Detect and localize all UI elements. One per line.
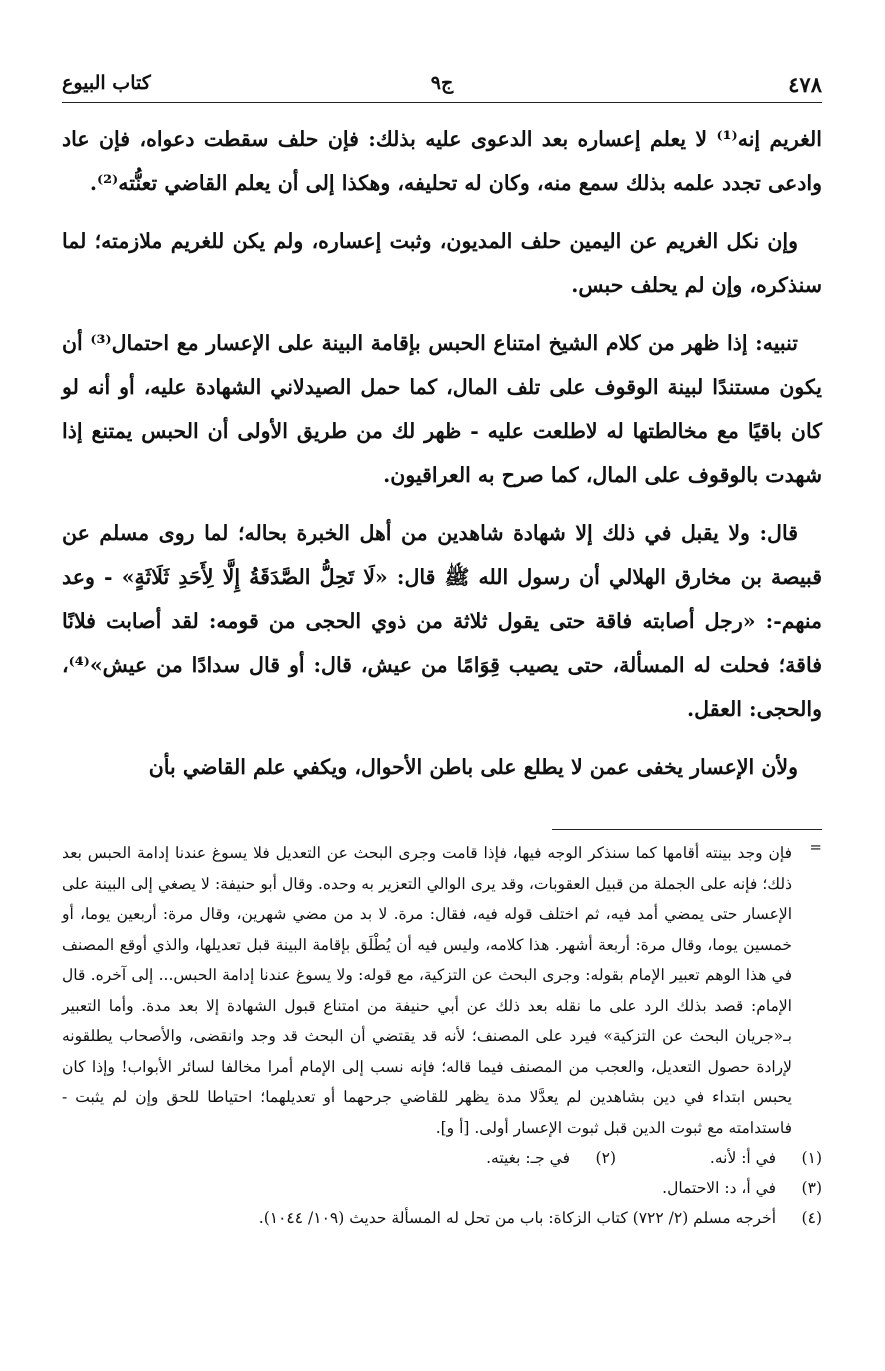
footnote-1-number: (١) <box>801 1149 822 1167</box>
paragraph-2: وإن نكل الغريم عن اليمين حلف المديون، وثبت إعساره، ولم يكن للغريم ملازمته؛ لما سنذكره، وإن لم يحلف حبس. <box>62 229 822 297</box>
footnote-row-4 <box>62 1203 822 1233</box>
paragraph-4: قال: ولا يقبل في ذلك إلا شهادة شاهدين من أهل الخبرة بحاله؛ لما روى مسلم عن قبيصة بن مخارق الهلالي أن رسول الله ﷺ قال: «لَا تَحِلُّ الصَّدَقَةُ إِلَّا لِأَحَدِ ثَلَاثَةٍ» - وعد منهم-: «رجل أصابته فاقة حتى يقول ثلاثة من ذوي الحجى من قومه: لقد أصابت فلانًا فاقة؛ فحلت له المسألة، حتى يصيب قِوَامًا من عيش، قال: أو قال سدادًا من عيش»⁽⁴⁾، والحجى: العقل. <box>62 521 822 721</box>
footnote-4-number: (٤) <box>801 1209 822 1227</box>
continuation-mark: = <box>809 838 822 856</box>
footnote-4-text: أخرجه مسلم (٢/ ٧٢٢) كتاب الزكاة: باب من تحل له المسألة حديث (١٠٩/ ١٠٤٤). <box>258 1209 776 1227</box>
continued-footnote-text: فإن وجد بينته أقامها كما سنذكر الوجه فيها، فإذا قامت وجرى البحث عن التعديل فلا يسوغ عندنا إدامة الحبس بعد ذلك؛ فإنه على الجملة من قبيل العقوبات، وقد يرى الوالي التعزير به وحده. وقال أبو حنيفة: لا يصغي إلى البينة على الإعسار حتى يمضي أمد فيه، ثم اختلف قوله فيه، فقال: مرة. لا بد من مضي شهرين، وقال مرة: أربعين يوما، أو خمسين يوما، وقال مرة: أربعة أشهر. هذا كلامه، وليس فيه أن يُطْلَق بإقامة البينة قبل تعديلها، والذي أوقع المصنف في هذا الوهم تعبير الإمام بقوله: وجرى البحث عن التزكية، مع قوله: ولا يسوغ عندنا إدامة الحبس... إلى آخره. قال الإمام: قصد بذلك الرد على ما نقله بعد ذلك عن أبي حنيفة من امتناع قبول الشهادة إلا بعد مدة. وأما التعبير بـ«جريان البحث عن التزكية» فيرد على المصنف؛ لأنه قد يقتضي أن البحث قد وجد وانقضى، والأصحاب يطلقونه لإرادة حصول التعديل، والعجب من المصنف فيما قاله؛ فإنه نسب إلى الإمام أمرا مخالفا لسائر الأبواب! وإذا كان يحبس ابتداء في دين بشاهدين لم يعدَّلا مدة يظهر للقاضي جرحهما أو تعديلهما؛ احتياطا للحق وإن لم يثبت - فاستدامته مع ثبوت الدين قبل ثبوت الإعسار أولى. [أ و]. <box>62 844 792 1137</box>
book-page <box>62 68 822 1233</box>
footnote-separator <box>552 829 822 830</box>
volume-label: ج٩ <box>430 72 454 94</box>
footnote-2-text: في جـ: بغيته. <box>486 1149 570 1167</box>
footnote-1-text: في أ: لأنه. <box>709 1149 776 1167</box>
page-number: ٤٧٨ <box>788 72 822 97</box>
paragraph-5: ولأن الإعسار يخفى عمن لا يطلع على باطن الأحوال، ويكفي علم القاضي بأن <box>148 755 798 779</box>
footnote-2-number: (٢) <box>595 1149 616 1167</box>
running-header <box>62 68 822 103</box>
footnotes <box>62 838 822 1233</box>
continued-footnote <box>62 838 822 1143</box>
paragraph-1: الغريم إنه⁽¹⁾ لا يعلم إعساره بعد الدعوى عليه بذلك: فإن حلف سقطت دعواه، فإن عاد وادعى تجدد علمه بذلك سمع منه، وكان له تحليفه، وهكذا إلى أن يعلم القاضي تعنُّته⁽²⁾. <box>62 127 822 195</box>
footnote-3-text: في أ، د: الاحتمال. <box>662 1179 776 1197</box>
book-title: كتاب البيوع <box>62 72 151 94</box>
main-text <box>62 117 822 789</box>
footnote-3-number: (٣) <box>801 1179 822 1197</box>
paragraph-3: تنبيه: إذا ظهر من كلام الشيخ امتناع الحبس بإقامة البينة على الإعسار مع احتمال⁽³⁾ أن يكون مستندًا لبينة الوقوف على تلف المال، كما حمل الصيدلاني الشهادة عليه، أو أنه لو كان باقيًا مع مخالطتها له لاطلعت عليه - ظهر لك من طريق الأولى أن الحبس يمتنع إذا شهدت بالوقوف على المال، كما صرح به العراقيون. <box>62 331 822 487</box>
footnote-row-3 <box>62 1173 822 1203</box>
footnote-row-1-2 <box>62 1143 822 1173</box>
